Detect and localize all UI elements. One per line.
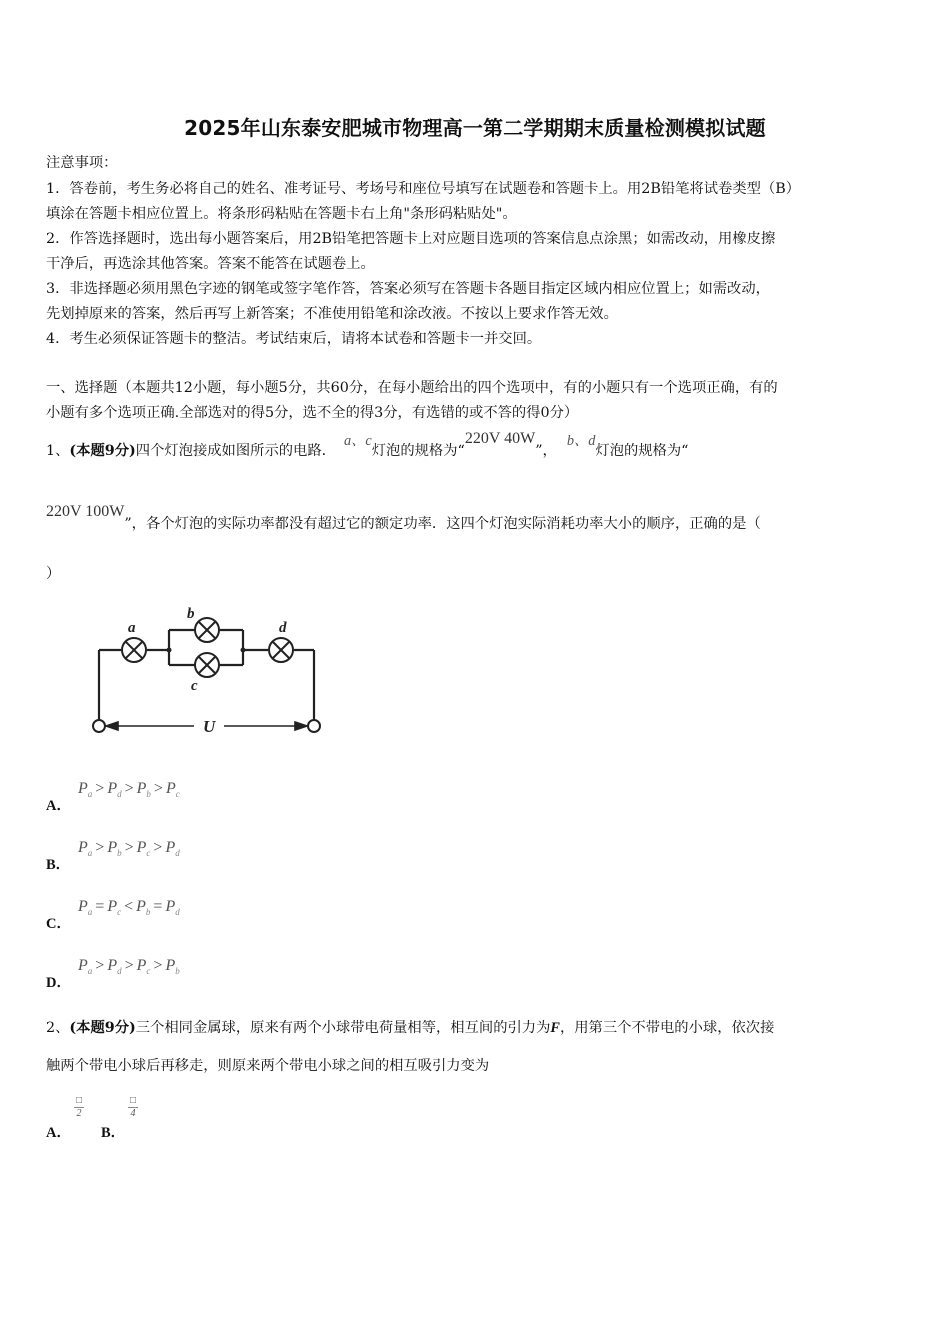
label-d: d xyxy=(279,620,287,636)
question-score: (本题9分) xyxy=(69,1020,136,1036)
terminal-right xyxy=(308,720,320,732)
option-label: A． xyxy=(46,1125,71,1141)
bulb-a xyxy=(122,638,146,662)
label-b: b xyxy=(187,606,195,622)
option-expression: $P_a > P_d > P_c > P_b$ xyxy=(78,957,180,977)
fraction xyxy=(72,1095,86,1120)
notes-line: 填涂在答题卡相应位置上。将条形码粘贴在答题卡右上角"条形码粘贴处"。 xyxy=(46,206,517,222)
label-c: c xyxy=(191,678,198,694)
notes-line: 2．作答选择题时，选出每小题答案后，用2B铅笔把答题卡上对应题目选项的答案信息点涂黑；如需改动，用橡皮擦 xyxy=(46,231,776,247)
option-expression: $P_a > P_d > P_b > P_c$ xyxy=(78,780,180,800)
option-label: B． xyxy=(101,1125,126,1141)
question-score: (本题9分) xyxy=(69,443,136,459)
notes-line: 干净后，再选涂其他答案。答案不能答在试题卷上。 xyxy=(46,256,375,272)
junction-dot xyxy=(167,648,172,653)
fraction xyxy=(126,1095,140,1120)
question-text: ，用第三个不带电的小球，依次接 xyxy=(559,1020,775,1036)
bulbs-ac-label: a、c xyxy=(343,433,372,449)
option-label: C． xyxy=(46,916,71,932)
question-number: 1、 xyxy=(46,443,70,459)
question-1-line-2 xyxy=(46,503,761,533)
question-1-line-3: ） xyxy=(46,566,61,582)
section-instructions: 一、选择题（本题共12小题，每小题5分，共60分，在每小题给出的四个选项中，有的小题只有一个选项正确，有的 xyxy=(46,380,778,396)
notes-line: 先划掉原来的答案，然后再写上新答案；不准使用铅笔和涂改液。不按以上要求作答无效。 xyxy=(46,306,618,322)
circuit-diagram xyxy=(46,598,336,748)
section-instructions: 小题有多个选项正确.全部选对的得5分，选不全的得3分，有选错的或不答的得0分） xyxy=(46,405,579,421)
fraction-numerator: □ xyxy=(129,1095,137,1106)
label-a: a xyxy=(128,620,136,636)
question-text: ”，各个灯泡的实际功率都没有超过它的额定功率．这四个灯泡实际消耗功率大小的顺序，正确的是（ xyxy=(124,516,761,532)
bulb-b xyxy=(195,618,219,642)
terminal-left xyxy=(93,720,105,732)
question-text: 四个灯泡接成如图所示的电路． xyxy=(135,443,336,459)
question-text: 三个相同金属球，原来有两个小球带电荷量相等，相互间的引力为 xyxy=(135,1020,551,1036)
label-u: U xyxy=(203,717,216,736)
option-expression: $P_a > P_b > P_c > P_d$ xyxy=(78,839,180,859)
question-text: 灯泡的规格为“ xyxy=(595,443,689,459)
question-2-line-2: 触两个带电小球后再移走，则原来两个带电小球之间的相互吸引力变为 xyxy=(46,1058,490,1074)
question-1-line-1 xyxy=(46,430,689,460)
notes-line: 1．答卷前，考生务必将自己的姓名、准考证号、考场号和座位号填写在试题卷和答题卡上。用2B铅笔将试卷类型（B） xyxy=(46,181,801,197)
question-text: 灯泡的规格为“ xyxy=(371,443,465,459)
page-title: 2025年山东泰安肥城市物理高一第二学期期末质量检测模拟试题 xyxy=(184,116,766,140)
bulb-c xyxy=(195,653,219,677)
fraction-denominator: 4 xyxy=(130,1108,136,1119)
option-label: A． xyxy=(46,798,71,814)
bulb-d xyxy=(269,638,293,662)
fraction-denominator: 2 xyxy=(76,1108,82,1119)
option-label: D． xyxy=(46,975,71,991)
junction-dot xyxy=(241,648,246,653)
question-2-line-1 xyxy=(46,1017,774,1037)
option-label: B． xyxy=(46,857,71,873)
spec-bd: 220V 100W xyxy=(46,503,125,520)
spec-ac: 220V 40W xyxy=(464,430,536,447)
question-text: ”， xyxy=(535,443,557,459)
force-symbol: F xyxy=(550,1020,560,1036)
notes-heading: 注意事项： xyxy=(46,155,118,171)
fraction-numerator: □ xyxy=(75,1095,83,1106)
bulbs-bd-label: b、d xyxy=(566,433,596,449)
question-number: 2、 xyxy=(46,1020,70,1036)
notes-line: 3．非选择题必须用黑色字迹的钢笔或签字笔作答，答案必须写在答题卡各题目指定区域内相应位置上；如需改动， xyxy=(46,281,770,297)
notes-line: 4．考生必须保证答题卡的整洁。考试结束后，请将本试卷和答题卡一并交回。 xyxy=(46,331,542,347)
option-expression: $P_a = P_c < P_b = P_d$ xyxy=(78,898,180,918)
